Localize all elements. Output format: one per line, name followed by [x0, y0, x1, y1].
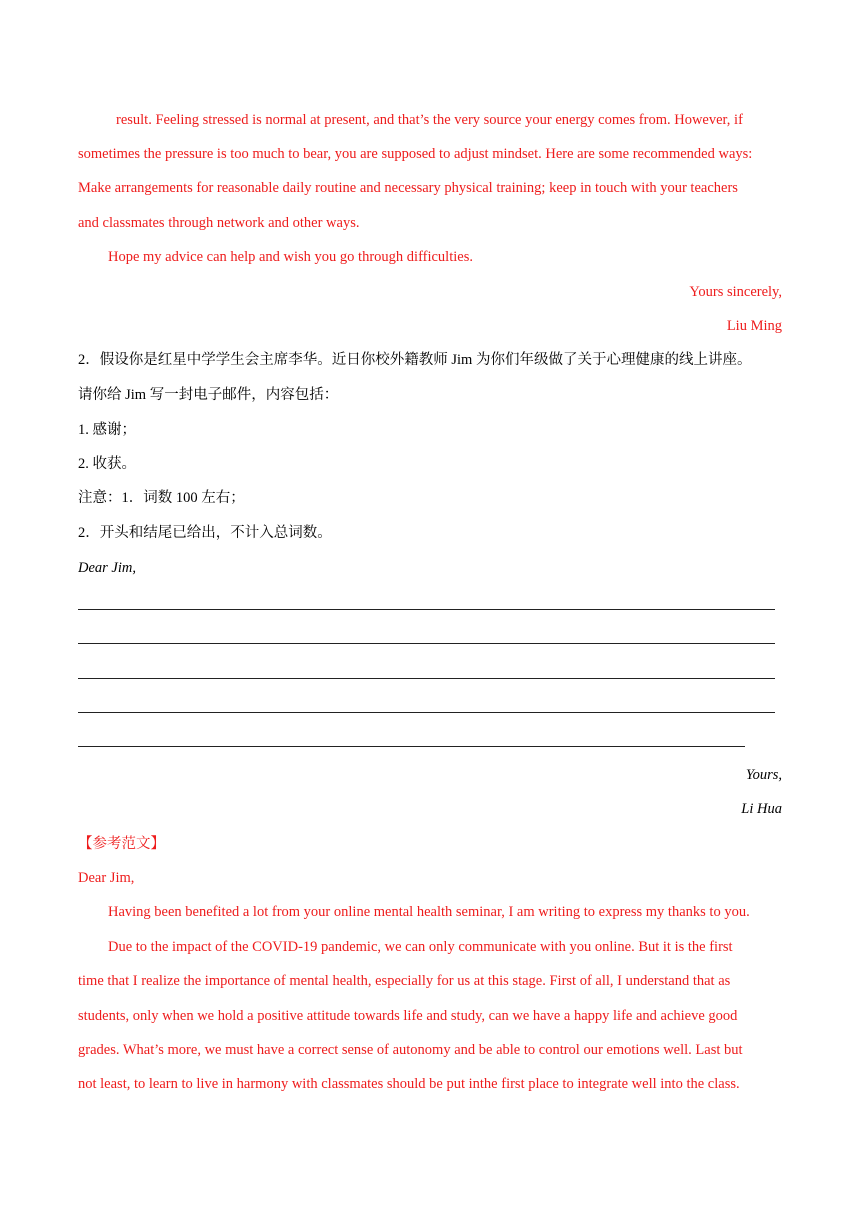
answer-blank-line[interactable] [78, 643, 775, 644]
sample-body-line: Due to the impact of the COVID-19 pandemic, we can only communicate with you online. But it is the first [108, 939, 733, 955]
answer-blank-line[interactable] [78, 609, 775, 610]
sample-heading: 【参考范文】 [78, 836, 165, 852]
answer-blank-line[interactable] [78, 678, 775, 679]
letter1-paragraph-line: result. Feeling stressed is normal at present, and that’s the very source your energy comes from. However, if [116, 112, 743, 128]
sample-body-line: grades. What’s more, we must have a correct sense of autonomy and be able to control our emotions well. Last but [78, 1042, 743, 1058]
task2-point: 1. 感谢； [78, 422, 136, 438]
task2-signature: Li Hua [741, 801, 782, 817]
letter1-paragraph-line: and classmates through network and other ways. [78, 215, 360, 231]
task2-note: 2．开头和结尾已给出，不计入总词数。 [78, 525, 332, 541]
answer-blank-line[interactable] [78, 746, 745, 747]
task2-prompt-line: 请你给 Jim 写一封电子邮件，内容包括： [78, 387, 339, 403]
letter1-paragraph-line: sometimes the pressure is too much to bear, you are supposed to adjust mindset. Here are some recommended ways: [78, 146, 753, 162]
answer-blank-line[interactable] [78, 712, 775, 713]
task2-note: 注意：1．词数 100 左右； [78, 490, 245, 506]
sample-salutation: Dear Jim, [78, 870, 135, 886]
task2-salutation: Dear Jim, [78, 560, 136, 576]
letter1-closing-paragraph: Hope my advice can help and wish you go through difficulties. [108, 249, 473, 265]
task2-prompt-line: 2．假设你是红星中学学生会主席李华。近日你校外籍教师 Jim 为你们年级做了关于心理健康的线上讲座。 [78, 352, 752, 368]
letter1-signoff: Yours sincerely, [689, 284, 782, 300]
sample-body-line: not least, to learn to live in harmony with classmates should be put inthe first place to integrate well into the class. [78, 1076, 740, 1092]
sample-first-paragraph: Having been benefited a lot from your online mental health seminar, I am writing to express my thanks to you. [108, 904, 750, 920]
task2-point: 2. 收获。 [78, 456, 136, 472]
sample-body-line: time that I realize the importance of mental health, especially for us at this stage. First of all, I understand that as [78, 973, 731, 989]
letter1-signature: Liu Ming [726, 318, 782, 334]
letter1-paragraph-line: Make arrangements for reasonable daily routine and necessary physical training; keep in touch with your teachers [78, 180, 738, 196]
task2-signoff: Yours, [745, 767, 782, 783]
sample-body-line: students, only when we hold a positive attitude towards life and study, can we have a happy life and achieve good [78, 1008, 738, 1024]
